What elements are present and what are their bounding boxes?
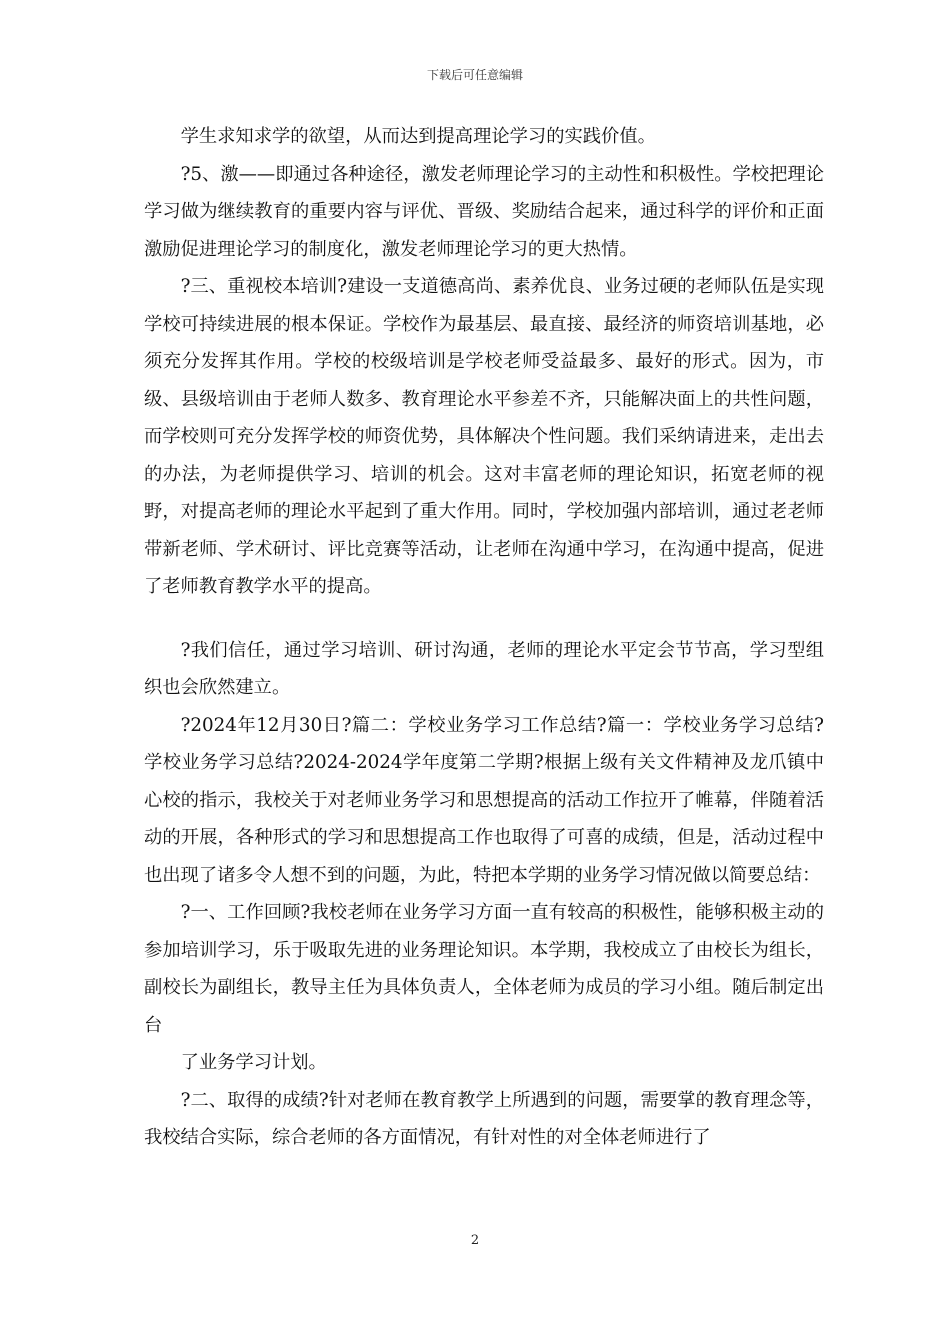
paragraph-3: ?三、重视校本培训?建设一支道德高尚、素养优良、业务过硬的老师队伍是实现学校可持续进展的根本保证。学校作为最基层、最直接、最经济的师资培训基地，必须充分发挥其作用。学校的校级培训是学校老师受益最多、最好的形式。因为，市级、县级培训由于老师人数多、教育理论水平参差不齐，只能解决面上的共性问题，而学校则可充分发挥学校的师资优势，具体解决个性问题。我们采纳请进来，走出去的办法，为老师提供学习、培训的机会。这对丰富老师的理论知识，拓宽老师的视野，对提高老师的理论水平起到了重大作用。同时，学校加强内部培训，通过老老师带新老师、学术研讨、评比竞赛等活动，让老师在沟通中学习，在沟通中提高，促进了老师教育教学水平的提高。 <box>144 276 824 597</box>
page-number: 2 <box>470 1233 480 1248</box>
paragraph-5: ?2024年12月30日?篇二：学校业务学习工作总结?篇一：学校业务学习总结?学校业务学习总结?2024-2024学年度第二学期?根据上级有关文件精神及龙爪镇中心校的指示，我校关于对老师业务学习和思想提高的活动工作拉开了帷幕，伴随着活动的开展，各种形式的学习和思想提高工作也取得了可喜的成绩，但是，活动过程中也出现了诸多令人想不到的问题，为此，特把本学期的业务学习情况做以简要总结： <box>144 714 824 886</box>
paragraph-7: 了业务学习计划。 <box>180 1052 327 1073</box>
paragraph-6: ?一、工作回顾?我校老师在业务学习方面一直有较高的积极性，能够积极主动的参加培训学习，乐于吸取先进的业务理论知识。本学期，我校成立了由校长为组长，副校长为副组长，教导主任为具体负责人，全体老师为成员的学习小组。随后制定出台 <box>144 902 824 1036</box>
document-body <box>144 118 824 1157</box>
paragraph-8: ?二、取得的成绩?针对老师在教育教学上所遇到的问题，需要掌的教育理念等，我校结合实际，综合老师的各方面情况，有针对性的对全体老师进行了 <box>144 1089 824 1148</box>
paragraph-1: 学生求知求学的欲望，从而达到提高理论学习的实践价值。 <box>180 126 656 147</box>
paragraph-spacer <box>144 606 824 632</box>
paragraph-4: ?我们信任，通过学习培训、研讨沟通，老师的理论水平定会节节高，学习型组织也会欣然建立。 <box>144 639 824 698</box>
page-header: 下载后可任意编辑 <box>426 68 523 82</box>
paragraph-2: ?5、激——即通过各种途径，激发老师理论学习的主动性和积极性。学校把理论学习做为继续教育的重要内容与评优、晋级、奖励结合起来，通过科学的评价和正面激励促进理论学习的制度化，激发老师理论学习的更大热情。 <box>144 163 824 260</box>
